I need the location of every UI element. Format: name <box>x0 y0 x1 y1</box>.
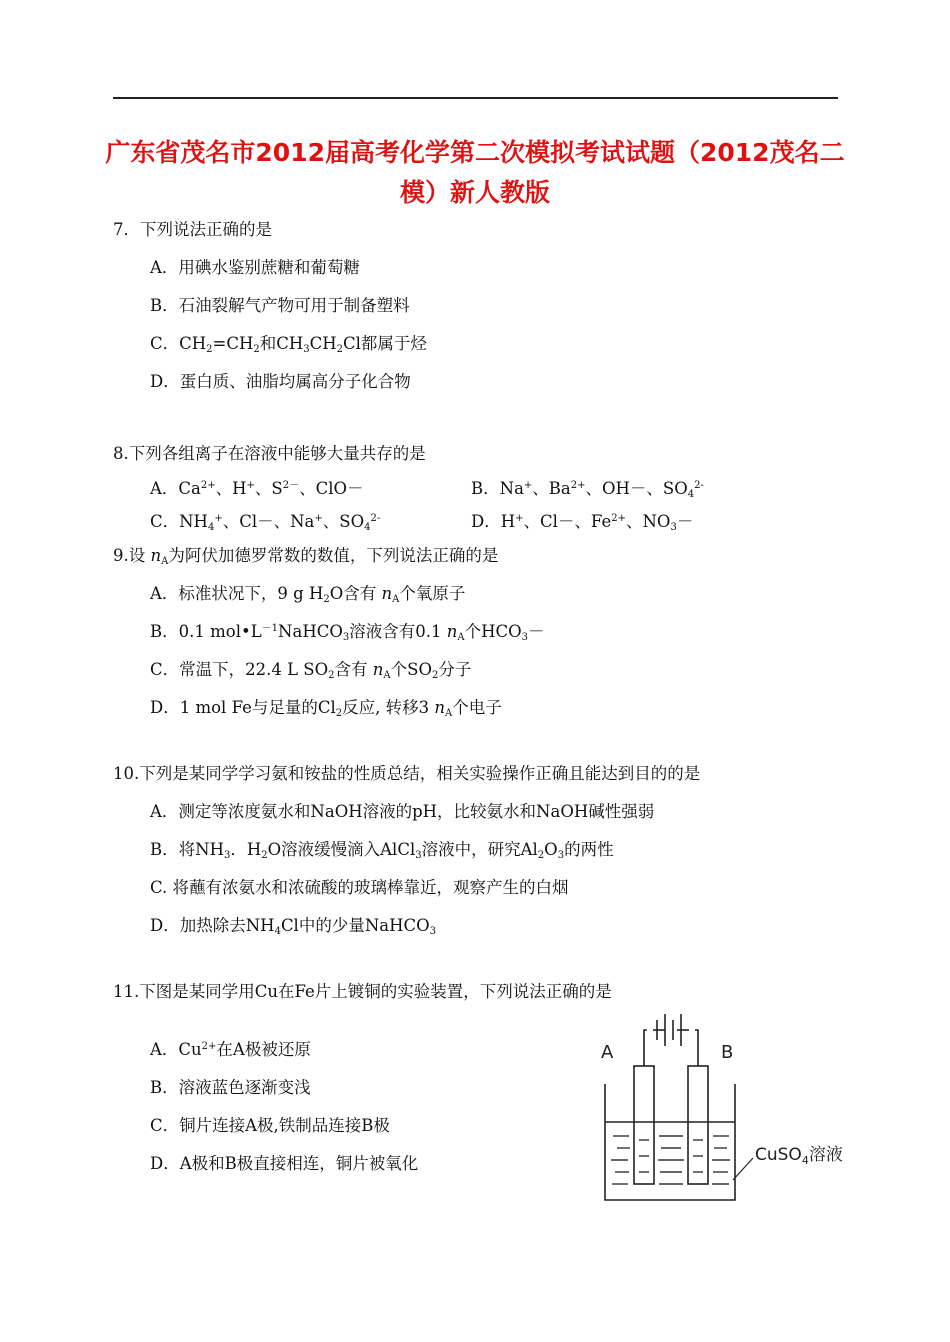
q10-stem: 10.下列是某同学学习氨和铵盐的性质总结，相关实验操作正确且能达到目的的是 <box>113 764 701 783</box>
q9-option-a: A．标准状况下，9 g $H_2O$含有 $n_A$个氧原子 <box>150 584 466 605</box>
q7-option-c: C．$CH_2=CH_2$和$CH_3CH_2Cl$都属于烃 <box>150 334 427 355</box>
q10-option-c: C. 将蘸有浓氨水和浓硫酸的玻璃棒靠近，观察产生的白烟 <box>150 878 569 897</box>
q10-option-a: A．测定等浓度氨水和NaOH溶液的pH，比较氨水和NaOH碱性强弱 <box>150 802 655 821</box>
q10-option-b: B．将$NH_3$．$H_2O$溶液缓慢滴入AlCl$_3$溶液中，研究$Al_2O_3$的两性 <box>150 840 614 861</box>
q8-option-c: C．$NH_4^+$、Cl－、Na+、$SO_4^{2-}$ <box>150 512 381 533</box>
q10-option-d: D．加热除去$NH_4Cl$中的少量NaHCO$_3$ <box>150 916 437 937</box>
header-rule <box>113 97 838 99</box>
electrode-a <box>634 1066 654 1184</box>
q11-option-a: A．$Cu^{2+}$在A极被还原 <box>150 1040 311 1059</box>
q11-option-b: B．溶液蓝色逐渐变浅 <box>150 1078 311 1097</box>
solution-label: CuSO$_4$溶液 <box>755 1145 843 1167</box>
document-title-line1: 广东省茂名市2012届高考化学第二次模拟考试试题（2012茂名二 <box>105 138 845 167</box>
solution-hatching <box>611 1136 730 1184</box>
wire-a <box>644 1030 647 1066</box>
q11-option-d: D．A极和B极直接相连，铜片被氧化 <box>150 1154 419 1173</box>
electrode-b-label: B <box>721 1042 734 1063</box>
q11-option-c: C．铜片连接A极,铁制品连接B极 <box>150 1116 390 1135</box>
leader-line <box>733 1158 753 1180</box>
electrode-a-label: A <box>601 1042 614 1063</box>
document-title-line2: 模）新人教版 <box>399 178 550 207</box>
q9-option-c: C．常温下，22.4 L $SO_2$含有 $n_A$个$SO_2$分子 <box>150 660 472 681</box>
q9-option-d: D．1 mol Fe与足量的$Cl_2$反应, 转移3 $n_A$个电子 <box>150 698 502 719</box>
q8-option-d: D．H+、Cl－、$Fe^{2+}$、$NO_3-$ <box>471 512 694 533</box>
q7-option-b: B．石油裂解气产物可用于制备塑料 <box>150 296 410 315</box>
q7-option-d: D．蛋白质、油脂均属高分子化合物 <box>150 372 411 391</box>
q8-stem: 8.下列各组离子在溶液中能够大量共存的是 <box>113 444 426 463</box>
q7-stem: 7．下列说法正确的是 <box>113 220 272 239</box>
q8-option-b: B．Na+、$Ba^{2+}$、OH－、$SO_4^{2-}$ <box>471 479 704 500</box>
beaker <box>605 1084 735 1200</box>
q11-stem: 11.下图是某同学用Cu在Fe片上镀铜的实验装置，下列说法正确的是 <box>113 982 612 1001</box>
q7-option-a: A．用碘水鉴别蔗糖和葡萄糖 <box>150 258 360 277</box>
electroplating-apparatus-figure <box>595 1010 865 1210</box>
wire-b <box>695 1030 698 1066</box>
q9-stem: 9.设 $n_A$为阿伏加德罗常数的数值，下列说法正确的是 <box>113 546 499 567</box>
q8-option-a: A．$Ca^{2+}$、H+、$S^{2-}$、ClO－ <box>150 479 364 498</box>
electrode-b <box>688 1066 708 1184</box>
q9-option-b: B．0.1 $mol•L^{-1}NaHCO_3$溶液含有0.1 $n_A$个$HCO_3-$ <box>150 622 545 643</box>
